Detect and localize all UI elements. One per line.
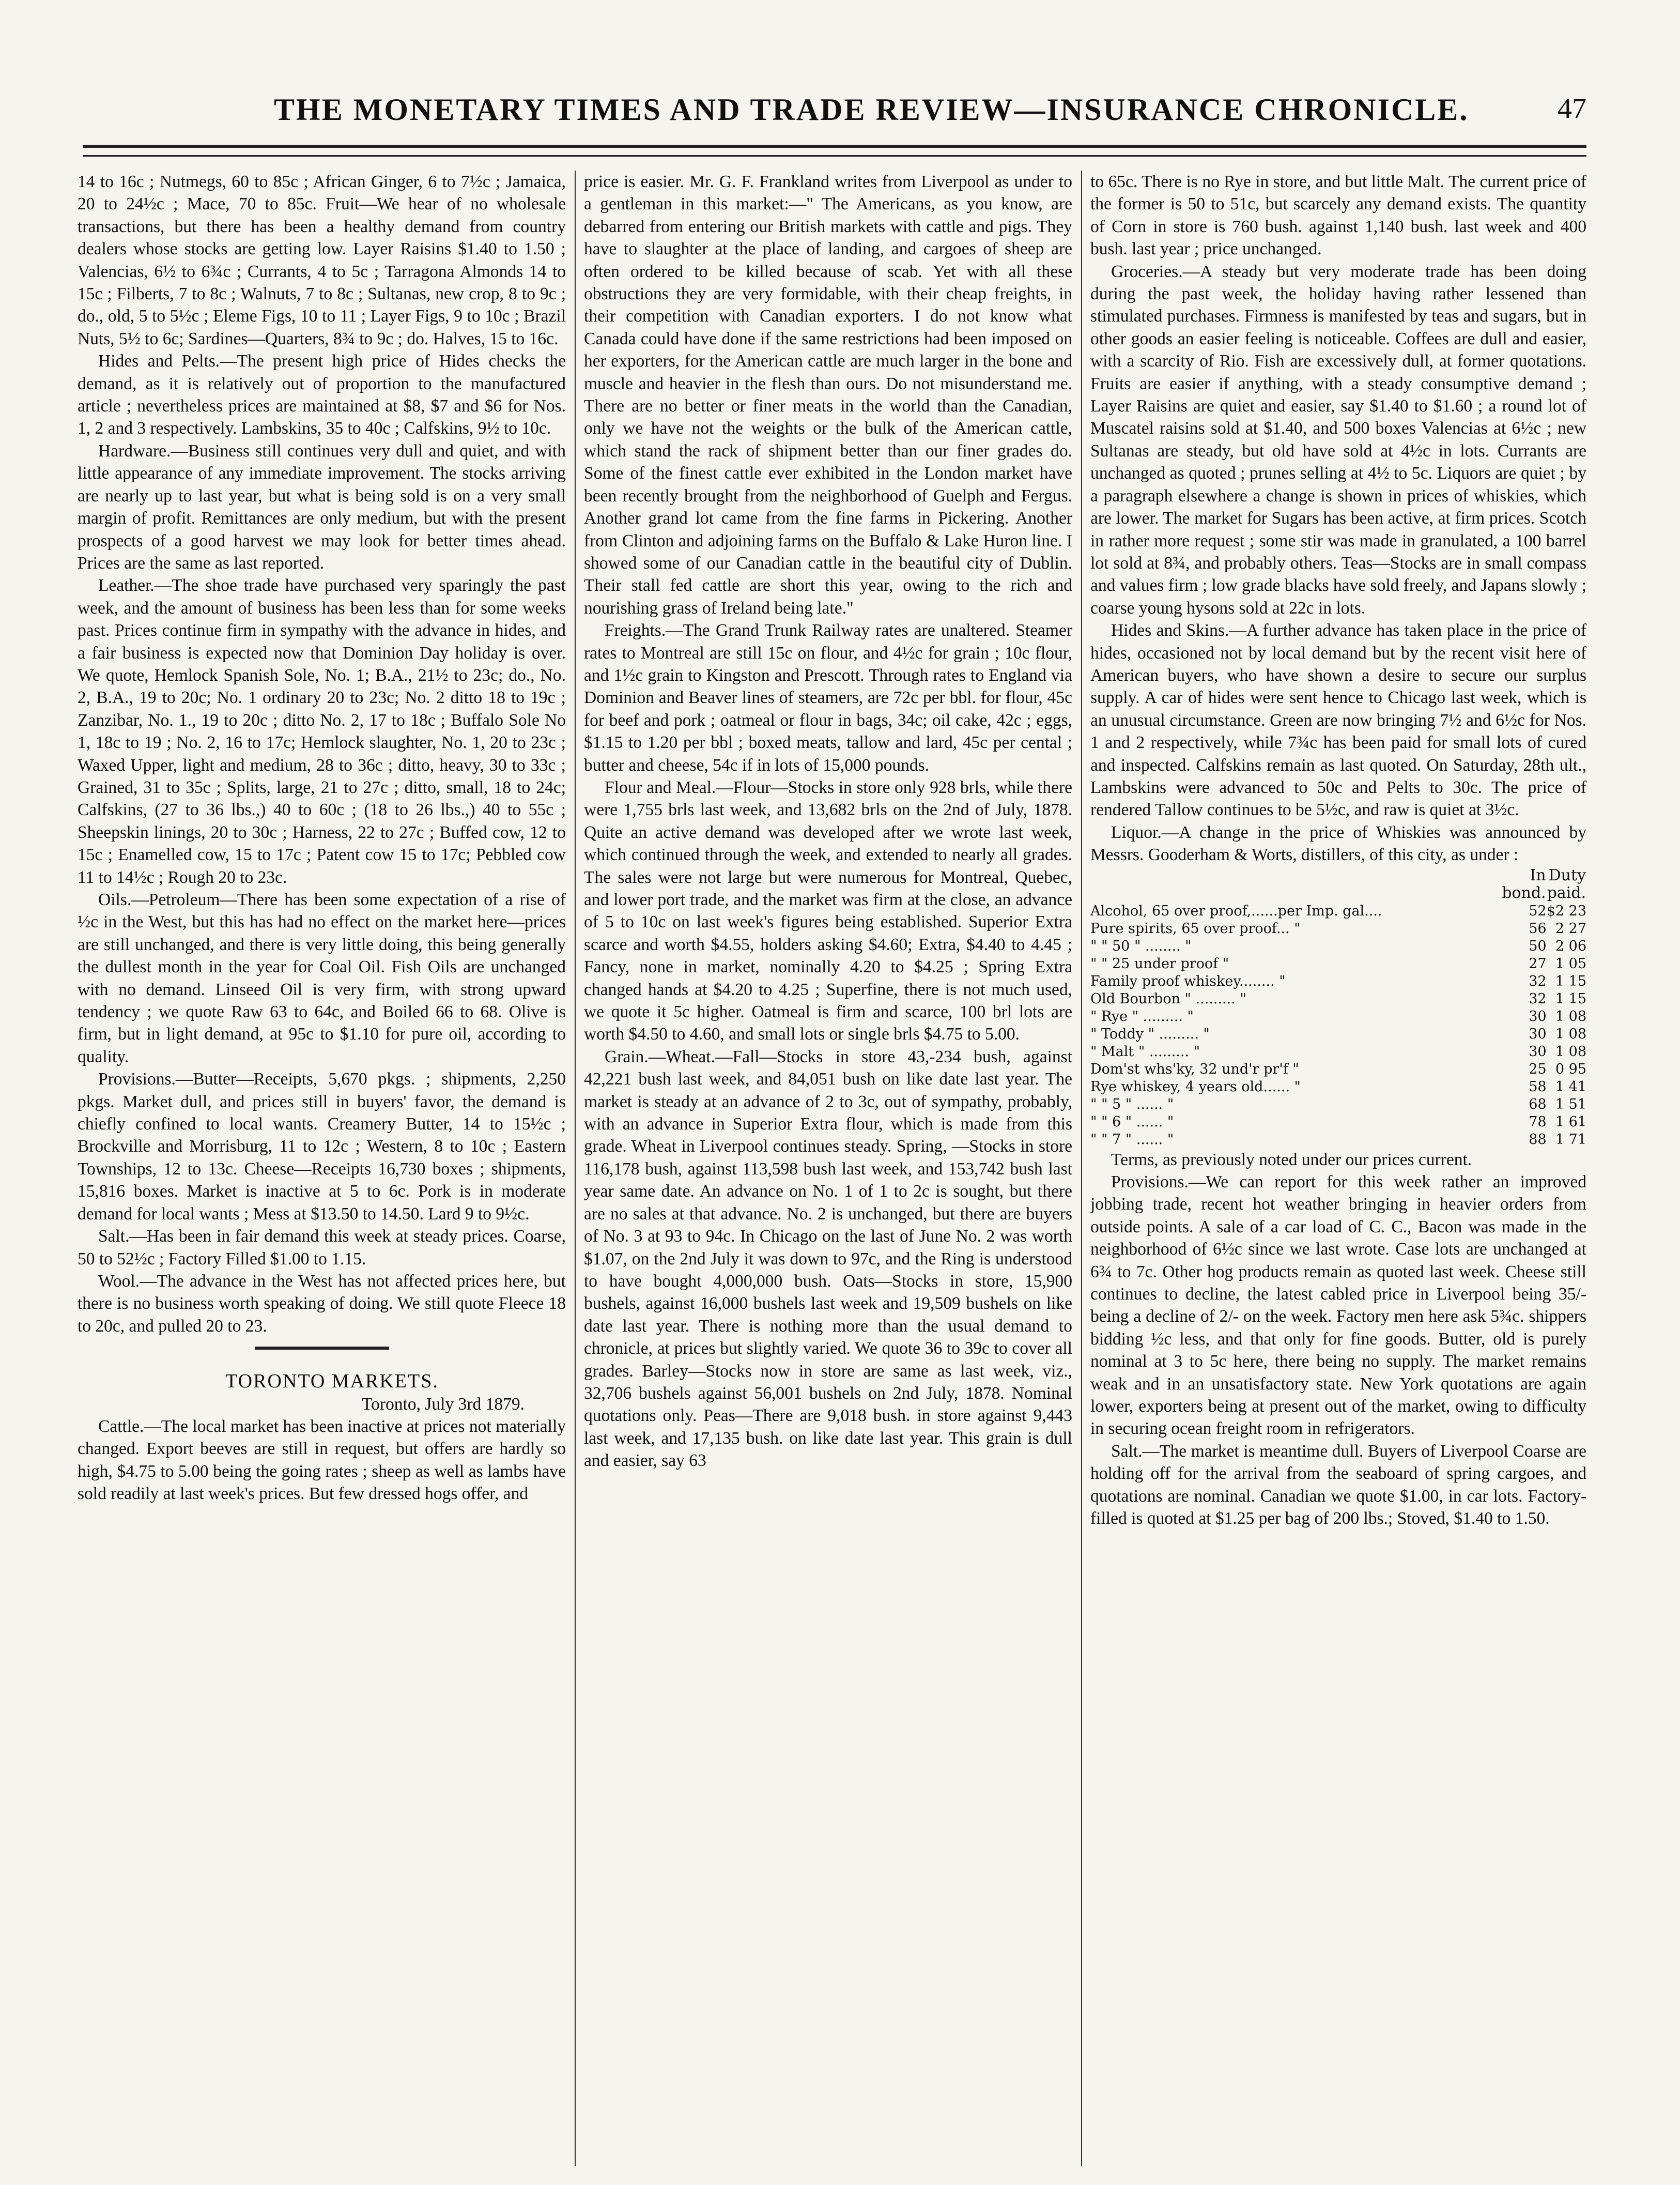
liquor-name-cell: " " 25 under proof " <box>1090 955 1229 972</box>
in-bond-cell: 30 <box>1529 1026 1547 1042</box>
paragraph-liquor: Liquor.—A change in the price of Whiskies was announced by Messrs. Gooderham & Worts, distillers, of this city, as under : <box>1090 822 1586 865</box>
liquor-name-cell: " " 50 " ........ " <box>1090 938 1192 954</box>
paragraph-salt: Salt.—Has been in fair demand this week at steady prices. Coarse, 50 to 52½c ; Factory Filled $1.00 to 1.15. <box>78 1227 566 1269</box>
duty-paid-cell: 2 06 <box>1555 938 1586 954</box>
liquor-name-cell: Dom'st whs'ky, 32 und'r pr'f " <box>1090 1061 1299 1077</box>
column-header-duty-paid: Duty paid. <box>1547 866 1586 902</box>
section-separator <box>255 1347 389 1350</box>
paragraph-hides-pelts: Hides and Pelts.—The present high price of Hides checks the demand, as it is relatively out of proportion to the manufactured article ; nevertheless prices are maintained at $8, $7 and $6 for Nos. 1, 2 and 3 respectively. Lambskins, 35 to 40c ; Calfskins, 9½ to 10c. <box>78 352 566 438</box>
liquor-name-cell: " Rye " ......... " <box>1090 1008 1194 1025</box>
liquor-name-cell: Rye whiskey, 4 years old...... " <box>1090 1078 1301 1095</box>
in-bond-cell: 78 <box>1529 1113 1547 1130</box>
liquor-name-cell: Alcohol, 65 over proof,......per Imp. gal.... <box>1090 903 1382 919</box>
duty-paid-cell: 1 51 <box>1555 1096 1586 1112</box>
column-header-in-bond: In bond. <box>1502 866 1546 902</box>
paragraph-freights: Freights.—The Grand Trunk Railway rates are unaltered. Steamer rates to Montreal are still 15c on flour, and 4½c for grain ; 10c flour, and 1½c grain to Kingston and Prescott. Through rates to England via Dominion and Beaver lines of steamers, are 72c per bbl. for flour, 45c for beef and pork ; oatmeal or flour in bags, 34c; oil cake, 42c ; eggs, $1.15 to 1.20 per bbl ; boxed meats, tallow and lard, 45c per cental ; butter and cheese, 54c if in lots of 15,000 pounds. <box>584 621 1072 775</box>
table-row <box>1090 903 1586 920</box>
in-bond-cell: 56 <box>1529 920 1547 937</box>
duty-paid-cell: 1 15 <box>1555 990 1586 1007</box>
liquor-name-cell: " " 5 " ...... " <box>1090 1096 1174 1112</box>
table-row <box>1090 990 1586 1008</box>
whiskey-price-table-body <box>1090 903 1586 1149</box>
duty-paid-cell: 1 08 <box>1555 1008 1586 1025</box>
liquor-name-cell: Old Bourbon " ......... " <box>1090 990 1246 1007</box>
table-row <box>1090 1096 1586 1113</box>
header-rule-thin <box>83 155 1586 157</box>
liquor-name-cell: " Toddy " ......... " <box>1090 1026 1210 1042</box>
liquor-name-cell: " Malt " ......... " <box>1090 1043 1200 1060</box>
table-row <box>1090 920 1586 938</box>
paragraph-hides-skins: Hides and Skins.—A further advance has taken place in the price of hides, occasioned not by local demand but by the recent visit here of American buyers, who have shown a desire to secure our surplus supply. A car of hides were sent hence to Chicago last week, which is an unusual circumstance. Green are now bringing 7½ and 6½c for Nos. 1 and 2 respectively, while 7¾c has been paid for small lots of cured and inspected. Calfskins remain as last quoted. On Saturday, 28th ult., Lambskins were advanced to 50c and Pelts to 30c. The price of rendered Tallow continues to be 5½c, and raw is quiet at 3½c. <box>1090 621 1586 820</box>
in-bond-cell: 50 <box>1529 938 1547 954</box>
table-row <box>1090 1008 1586 1026</box>
table-row <box>1090 973 1586 990</box>
paragraph-rye-malt-corn: to 65c. There is no Rye in store, and but little Malt. The current price of the former is 50 to 51c, but scarcely any demand exists. The quantity of Corn in store is 760 bush. against 1,140 bush. last week and 400 bush. last year ; price unchanged. <box>1090 172 1586 259</box>
duty-paid-cell: 1 71 <box>1555 1131 1586 1148</box>
table-row <box>1090 1061 1586 1078</box>
in-bond-cell: 88 <box>1529 1131 1547 1148</box>
paragraph-salt-2: Salt.—The market is meantime dull. Buyers of Liverpool Coarse are holding off for the arrival from the seaboard of spring cargoes, and quotations are nominal. Canadian we quote $1.00, in car lots. Factory-filled is quoted at $1.25 per bag of 200 lbs.; Stoved, $1.40 to 1.50. <box>1090 1441 1586 1529</box>
column-2 <box>584 171 1072 2135</box>
in-bond-cell: 30 <box>1529 1043 1547 1060</box>
in-bond-cell: 32 <box>1529 973 1547 989</box>
in-bond-cell: 25 <box>1529 1061 1547 1077</box>
duty-paid-cell: 1 08 <box>1555 1043 1586 1060</box>
column-divider-1 <box>575 171 576 2166</box>
duty-paid-cell: 1 08 <box>1555 1026 1586 1042</box>
in-bond-cell: 58 <box>1529 1078 1547 1095</box>
in-bond-cell: 68 <box>1529 1096 1547 1112</box>
paragraph-groceries: Groceries.—A steady but very moderate trade has been doing during the past week, the holiday having rather lessened than stimulated purchases. Firmness is manifested by teas and sugars, but in other goods an easier feeling is noticeable. Coffees are dull and easier, with a scarcity of Rio. Fish are excessively dull, at former quotations. Fruits are easier if anything, with a steady consumptive demand ; Layer Raisins are quiet and easier, say $1.40 to $1.60 ; a round lot of Muscatel raisins sold at $1.40, and 500 boxes Valencias at 6½c ; new Sultanas are steady, but old have sold at 4½c in lots. Currants are unchanged as quoted ; prunes selling at 4½ to 5c. Liquors are quiet ; by a paragraph elsewhere a change is shown in prices of whiskies, which are lower. The market for Sugars has been active, at firm prices. Scotch in rather more request ; some stir was made in granulated, a 100 barrel lot sold at 8¾, and probably others. Teas—Stocks are in small compass and values firm ; low grade blacks have sold freely, and Japans slowly ; coarse young hysons sold at 22c in lots. <box>1090 262 1586 618</box>
duty-paid-cell: 0 95 <box>1555 1061 1586 1077</box>
liquor-name-cell: Family proof whiskey........ " <box>1090 973 1286 989</box>
paragraph-frankland-letter: price is easier. Mr. G. F. Frankland writes from Liverpool as under to a gentleman in this market:—" The Americans, as you know, are debarred from entering our British markets with cattle and pigs. They have to slaughter at the place of landing, and cargoes of sheep are often ordered to be killed because of scab. Yet with all these obstructions they are very formidable, with their cheap freights, in their competition with Canadian exporters. I do not know what Canada could have done if the same restrictions had been imposed on her exporters, for the American cattle are much larger in the bone and muscle and heavier in the flesh than ours. Do not misunderstand me. There are no better or finer meats in the world than the Canadian, only we have not the weights or the bulk of the American cattle, which stand the rack of shipment better than our finer grades do. Some of the finest cattle ever exhibited in the London market have been recently brought from the neighborhood of Guelph and Fergus. Another grand lot came from the fine farms in Pickering. Another from Clinton and adjoining farms on the Buffalo & Lake Huron line. I showed some of our Canadian cattle in the beautiful city of Dublin. Their stall fed cattle are short this year, owing to the rich and nourishing grass of Ireland being late." <box>584 172 1072 618</box>
table-row <box>1090 1043 1586 1061</box>
table-header-row <box>1090 866 1586 903</box>
table-row <box>1090 938 1586 955</box>
duty-paid-cell: $2 23 <box>1546 903 1586 919</box>
page-header <box>78 87 1586 144</box>
liquor-name-cell: " " 6 " ...... " <box>1090 1113 1174 1130</box>
table-row <box>1090 1113 1586 1131</box>
in-bond-cell: 32 <box>1529 990 1547 1007</box>
duty-paid-cell: 2 27 <box>1555 920 1586 937</box>
paragraph-provisions-2: Provisions.—We can report for this week rather an improved jobbing trade, recent hot weather bringing in heavier orders from outside points. A sale of a car load of C. C., Bacon was made in the neighborhood of 6½c since we last wrote. Case lots are unchanged at 6¾ to 7c. Other hog products remain as quoted last week. Cheese still continues to decline, the latest cabled price in Liverpool being 35/- being a decline of 2/- on the week. Factory men here ask 5¾c. shippers bidding ½c less, and that only for fine goods. Butter, old is purely nominal at 3 to 5c here, there being no supply. The market remains weak and in an unsatisfactory state. New York quotations are again lower, exporters being at present out of the market, owing to difficulty in securing ocean freight room in refrigerators. <box>1090 1172 1586 1439</box>
in-bond-cell: 27 <box>1529 955 1547 972</box>
paragraph-grain: Grain.—Wheat.—Fall—Stocks in store 43,-234 bush, against 42,221 bush last week, and 84,051 bush on like date last year. The market is steady at an advance of 2 to 3c, out of sympathy, probably, with an advance in Superior Extra flour, which is made from this grade. Wheat in Liverpool continues steady. Spring, —Stocks in store 116,178 bush, against 113,598 bush last week, and 153,742 bush last year same date. An advance on No. 1 of 1 to 2c is sought, but there are no sales at that advance. No. 2 is unchanged, but there are buyers of No. 3 at 93 to 94c. In Chicago on the last of June No. 2 was worth $1.07, on the 2nd July it was down to 97c, and the Ring is understood to have bought 4,000,000 bush. Oats—Stocks in store, 15,900 bushels, against 16,000 bushels last week and 19,509 bushels on like date last year. There is nothing more than the usual demand to chronicle, at prices but slightly varied. We quote 36 to 39c to cover all grades. Barley—Stocks now in store are same as last week, viz., 32,706 bushels against 56,001 bushels on 2nd July, 1878. Nominal quotations only. Peas—There are 9,018 bush. in store against 9,443 last week, and 17,135 bush. on like date last year. This grain is dull and easier, say 63 <box>584 1047 1072 1471</box>
paragraph-wool: Wool.—The advance in the West has not affected prices here, but there is no business worth speaking of doing. We still quote Fleece 18 to 20c, and pulled 20 to 23. <box>78 1271 566 1336</box>
page-number: 47 <box>1558 93 1586 125</box>
column-1 <box>78 171 566 2135</box>
liquor-name-cell: Pure spirits, 65 over proof... " <box>1090 920 1301 937</box>
duty-paid-cell: 1 15 <box>1555 973 1586 989</box>
liquor-name-cell: " " 7 " ...... " <box>1090 1131 1174 1148</box>
paragraph-cattle: Cattle.—The local market has been inactive at prices not materially changed. Export beeves are still in request, but offers are hardly so high, $4.75 to 5.00 being the going rates ; sheep as well as lambs have sold readily at last week's prices. But few dressed hogs offer, and <box>78 1416 566 1504</box>
in-bond-cell: 52 <box>1529 903 1547 919</box>
dateline: Toronto, July 3rd 1879. <box>362 1394 525 1414</box>
table-row <box>1090 1131 1586 1149</box>
header-rule <box>83 145 1586 148</box>
paragraph-provisions: Provisions.—Butter—Receipts, 5,670 pkgs. ; shipments, 2,250 pkgs. Market dull, and prices still in buyers' favor, the demand is chiefly confined to local wants. Creamery Butter, 14 to 15½c ; Brockville and Morrisburg, 11 to 12c ; Western, 8 to 10c ; Eastern Townships, 12 to 13c. Cheese—Receipts 16,730 boxes ; shipments, 15,816 boxes. Market is inactive at 5 to 6c. Pork is in moderate demand for local wants ; Mess at $13.50 to 14.50. Lard 9 to 9½c. <box>78 1069 566 1224</box>
paragraph-oils: Oils.—Petroleum—There has been some expectation of a rise of ½c in the West, but this has had no effect on the market here—prices are still unchanged, and there is very little doing, this being generally the dullest month in the year for Coal Oil. Fish Oils are unchanged with no demand. Linseed Oil is very firm, with strong upward tendency ; we quote Raw 63 to 64c, and Boiled 66 to 68. Olive is firm, but in light demand, at 95c to $1.10 for pure oil, according to quality. <box>78 890 566 1066</box>
column-divider-2 <box>1081 171 1082 2166</box>
paragraph-hardware: Hardware.—Business still continues very dull and quiet, and with little appearance of any immediate improvement. The stocks arriving are nearly up to last year, but what is being sold is on a very small margin of profit. Remittances are only medium, but with the present prospects of a good harvest we may look for better times ahead. Prices are the same as last reported. <box>78 441 566 573</box>
column-3 <box>1090 171 1586 2135</box>
publication-title: THE MONETARY TIMES AND TRADE REVIEW—INSURANCE CHRONICLE. <box>274 93 1469 127</box>
duty-paid-cell: 1 05 <box>1555 955 1586 972</box>
duty-paid-cell: 1 41 <box>1555 1078 1586 1095</box>
duty-paid-cell: 1 61 <box>1555 1113 1586 1130</box>
section-title-toronto-markets: TORONTO MARKETS. <box>225 1370 439 1393</box>
paragraph-spices-fruit: 14 to 16c ; Nutmegs, 60 to 85c ; African Ginger, 6 to 7½c ; Jamaica, 20 to 24½c ; Mace, 70 to 85c. Fruit—We hear of no wholesale transactions, but there has been a healthy demand from country dealers whose stocks are getting low. Layer Raisins $1.40 to 1.50 ; Valencias, 6½ to 6¾c ; Currants, 4 to 5c ; Tarragona Almonds 14 to 15c ; Filberts, 7 to 8c ; Walnuts, 7 to 8c ; Sultanas, new crop, 8 to 9c ; do., old, 5 to 5½c ; Eleme Figs, 10 to 11 ; Layer Figs, 9 to 10c ; Brazil Nuts, 5½ to 6c; Sardines—Quarters, 8¾ to 9c ; do. Halves, 15 to 16c. <box>78 172 566 348</box>
paragraph-flour-meal: Flour and Meal.—Flour—Stocks in store only 928 brls, while there were 1,755 brls last week, and 13,682 brls on the 2nd of July, 1878. Quite an active demand was developed after we wrote last week, which continued through the week, and extended to nearly all grades. The sales were not large but were numerous for Montreal, Quebec, and lower port trade, and the market was firm at the close, an advance of 5 to 10c on last week's figures being established. Superior Extra scarce and worth $4.55, holders asking $4.60; Extra, $4.40 to 4.45 ; Fancy, none in market, nominally 4.20 to $4.25 ; Spring Extra changed hands at $4.20 to 4.25 ; Superfine, there is not much used, we quote it 5c higher. Oatmeal is firm and scarce, 100 brl lots are worth $4.50 to 4.60, and small lots or single brls $4.75 to 5.00. <box>584 777 1072 1044</box>
whiskey-price-table <box>1090 866 1586 1149</box>
in-bond-cell: 30 <box>1529 1008 1547 1025</box>
paragraph-leather: Leather.—The shoe trade have purchased very sparingly the past week, and the amount of business has been less than for some weeks past. Prices continue firm in sympathy with the advance in hides, and a fair business is expected now that Dominion Day holiday is over. We quote, Hemlock Spanish Sole, No. 1; B.A., 21½ to 23c; do., No. 2, B.A., 19 to 20c; No. 1 ordinary 20 to 23c; No. 2 ditto 18 to 19c ; Zanzibar, No. 1., 19 to 20c ; ditto No. 2, 17 to 18c ; Buffalo Sole No 1, 18c to 19 ; No. 2, 16 to 17c; Hemlock slaughter, No. 1, 20 to 23c ; Waxed Upper, light and medium, 28 to 36c ; ditto, heavy, 30 to 33c ; Grained, 31 to 35c ; Splits, large, 21 to 27c ; ditto, small, 18 to 24c; Calfskins, (27 to 36 lbs.,) 40 to 60c ; (18 to 26 lbs.,) 40 to 55c ; Sheepskin linings, 20 to 30c ; Harness, 22 to 27c ; Buffed cow, 12 to 15c ; Enamelled cow, 15 to 17c ; Patent cow 15 to 17c; Pebbled cow 11 to 14½c ; Rough 20 to 23c. <box>78 576 566 887</box>
table-row <box>1090 955 1586 973</box>
table-row <box>1090 1078 1586 1096</box>
paragraph-terms: Terms, as previously noted under our prices current. <box>1111 1150 1472 1169</box>
table-row <box>1090 1026 1586 1043</box>
